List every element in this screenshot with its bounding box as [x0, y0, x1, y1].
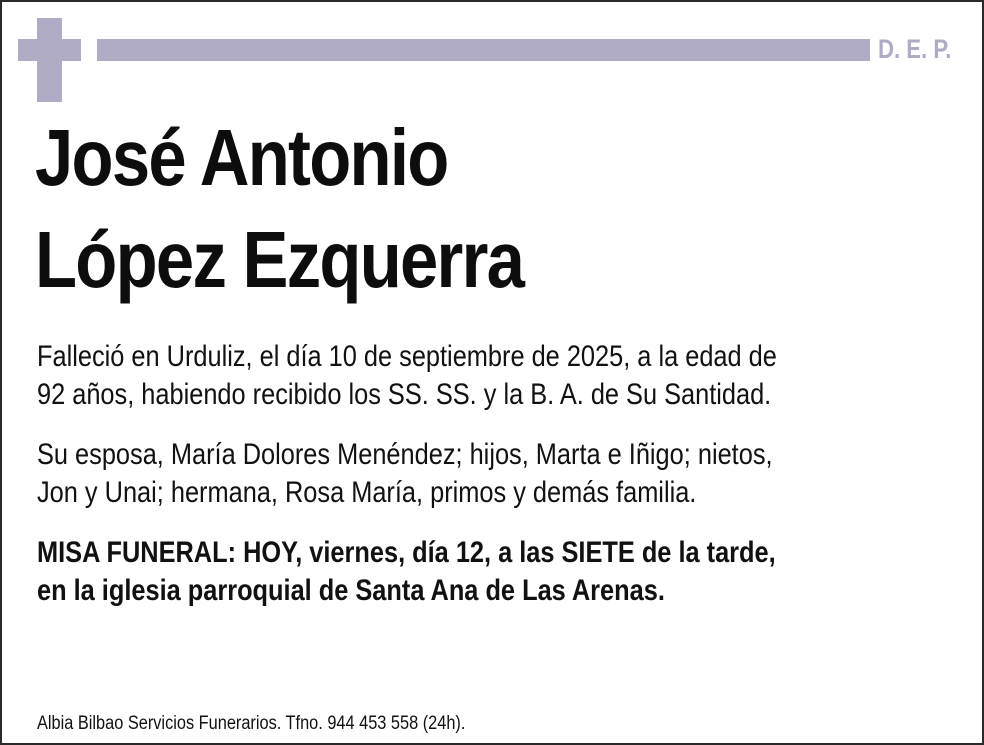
funeral-line: MISA FUNERAL: HOY, viernes, día 12, a las SIETE de la tarde,	[37, 536, 776, 569]
family-line: Su esposa, María Dolores Menéndez; hijos, Marta e Iñigo; nietos,	[37, 438, 773, 471]
cross-horizontal-bar	[18, 39, 81, 61]
deceased-name-first: José Antonio	[35, 113, 448, 202]
deceased-name-last: López Ezquerra	[35, 215, 524, 304]
funeral-mass-paragraph	[37, 534, 776, 610]
family-line: Jon y Unai; hermana, Rosa María, primos y demás familia.	[37, 476, 697, 509]
death-notice-paragraph	[37, 338, 777, 414]
dep-label: D. E. P.	[878, 34, 952, 64]
death-notice-line: Falleció en Urduliz, el día 10 de septiembre de 2025, a la edad de	[37, 340, 777, 373]
funeral-home-footer: Albia Bilbao Servicios Funerarios. Tfno. 944 453 558 (24h).	[37, 713, 466, 734]
family-paragraph	[37, 436, 773, 512]
header-divider-bar	[97, 39, 870, 61]
funeral-line: en la iglesia parroquial de Santa Ana de Las Arenas.	[37, 574, 665, 607]
death-notice-line: 92 años, habiendo recibido los SS. SS. y la B. A. de Su Santidad.	[37, 378, 772, 411]
